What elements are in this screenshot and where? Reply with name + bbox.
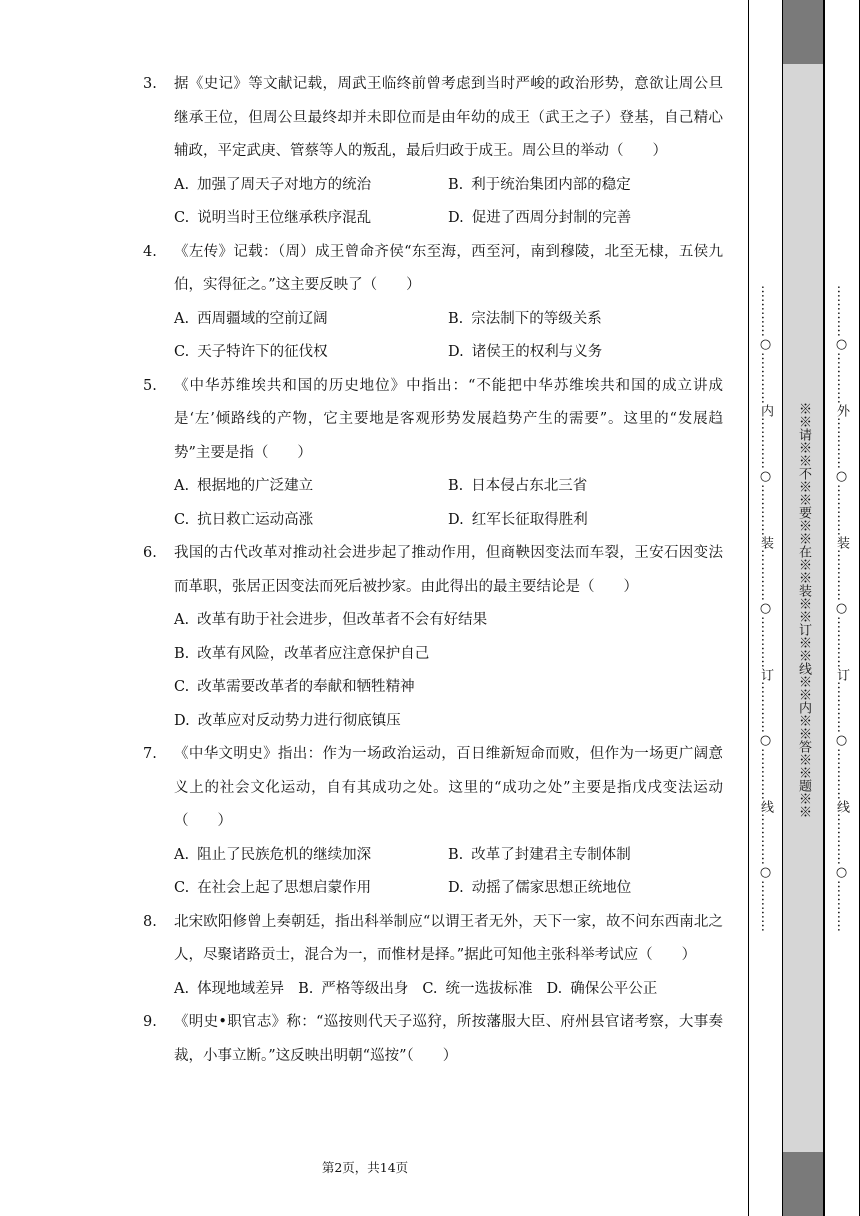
question-stem: 《中华苏维埃共和国的历史地位》中指出：“不能把中华苏维埃共和国的成立讲成是‘左’倾路线的产物，它主要地是客观形势发展趋势产生的需要”。这里的“发展趋势”主要是指（ ） bbox=[174, 377, 723, 461]
band-bottom-block bbox=[783, 1152, 823, 1216]
option-a[interactable]: A. 改革有助于社会进步，但改革者不会有好结果 bbox=[174, 612, 488, 628]
question-number: 6. bbox=[143, 545, 157, 561]
question-stem: 《明史•职官志》称：“巡按则代天子巡狩，所按藩服大臣、府州县官诸考察，大事奏裁，小事立断。”这反映出明朝“巡按”（ ） bbox=[174, 1014, 723, 1064]
question-stem: 据《史记》等文献记载，周武王临终前曾考虑到当时严峻的政治形势，意欲让周公旦继承王位，但周公旦最终却并未即位而是由年幼的成王（武王之子）登基，自己精心辅政，平定武庚、管蔡等人的叛乱，最后归政于成王。周公旦的举动（ ） bbox=[174, 76, 723, 159]
band-top-block bbox=[783, 0, 823, 64]
outer-binding-line: …………○…………外…………○…………装…………○…………订…………○…………线…………○………… bbox=[834, 284, 849, 932]
option-c[interactable]: C. 统一选拔标准 bbox=[422, 980, 533, 997]
option-c[interactable]: C. 说明当时王位继承秩序混乱 bbox=[174, 210, 372, 226]
question-stem: 《中华文明史》指出：作为一场政治运动，百日维新短命而败，但作为一场更广阔意义上的社会文化运动，自有其成功之处。这里的“成功之处”主要是指戊戌变法运动（ ） bbox=[174, 746, 723, 829]
question-6 bbox=[143, 537, 723, 738]
option-a[interactable]: A. 阻止了民族危机的继续加深 bbox=[174, 846, 372, 863]
question-number: 7. bbox=[143, 746, 157, 762]
options bbox=[174, 839, 723, 906]
option-d[interactable]: D. 红军长征取得胜利 bbox=[448, 511, 588, 528]
outer-binding-strip bbox=[824, 0, 860, 1216]
options bbox=[174, 604, 723, 738]
option-c[interactable]: C. 天子特许下的征伐权 bbox=[174, 344, 328, 360]
question-8 bbox=[143, 906, 723, 1007]
options bbox=[174, 470, 723, 537]
inner-binding-strip bbox=[748, 0, 781, 1216]
question-number: 8. bbox=[143, 913, 157, 930]
question-stem: 北宋欧阳修曾上奏朝廷，指出科举制应“以谓王者无外，天下一家，故不问东西南北之人，尽聚诸路贡士，混合为一，而惟材是择。”据此可知他主张科举考试应（ ） bbox=[174, 913, 723, 963]
option-b[interactable]: B. 改革了封建君主专制体制 bbox=[448, 846, 631, 863]
option-c[interactable]: C. 抗日救亡运动高涨 bbox=[174, 511, 314, 528]
question-5 bbox=[143, 370, 723, 538]
option-d[interactable]: D. 诸侯王的权利与义务 bbox=[448, 344, 603, 360]
question-stem: 我国的古代改革对推动社会进步起了推动作用，但商鞅因变法而车裂，王安石因变法而革职，张居正因变法而死后被抄家。由此得出的最主要结论是（ ） bbox=[174, 545, 723, 595]
question-number: 9. bbox=[143, 1014, 157, 1030]
options bbox=[174, 169, 723, 236]
option-a[interactable]: A. 西周疆域的空前辽阔 bbox=[174, 310, 328, 327]
option-b[interactable]: B. 改革有风险，改革者应注意保护自己 bbox=[174, 645, 430, 662]
question-9 bbox=[143, 1006, 723, 1073]
question-number: 5. bbox=[143, 377, 157, 394]
question-number: 3. bbox=[143, 76, 157, 92]
option-a[interactable]: A. 加强了周天子对地方的统治 bbox=[174, 176, 372, 193]
option-d[interactable]: D. 动摇了儒家思想正统地位 bbox=[448, 880, 632, 896]
option-c[interactable]: C. 在社会上起了思想启蒙作用 bbox=[174, 880, 372, 896]
notice-band bbox=[782, 0, 824, 1216]
inner-binding-line: …………○…………内…………○…………装…………○…………订…………○…………线…………○………… bbox=[758, 284, 773, 932]
option-d[interactable]: D. 确保公平公正 bbox=[546, 980, 658, 997]
option-d[interactable]: D. 改革应对反动势力进行彻底镇压 bbox=[174, 712, 401, 729]
question-4 bbox=[143, 236, 723, 370]
option-b[interactable]: B. 利于统治集团内部的稳定 bbox=[448, 176, 631, 193]
option-b[interactable]: B. 严格等级出身 bbox=[298, 980, 409, 997]
options bbox=[174, 303, 723, 370]
notice-text: ※※请※※不※※要※※在※※装※※订※※线※※内※※答※※题※※ bbox=[796, 402, 811, 818]
option-b[interactable]: B. 日本侵占东北三省 bbox=[448, 478, 588, 494]
option-b[interactable]: B. 宗法制下的等级关系 bbox=[448, 310, 602, 327]
option-c[interactable]: C. 改革需要改革者的奉献和牺牲精神 bbox=[174, 679, 415, 695]
question-7 bbox=[143, 738, 723, 906]
option-d[interactable]: D. 促进了西周分封制的完善 bbox=[448, 210, 632, 226]
question-list bbox=[143, 68, 723, 1073]
option-a[interactable]: A. 体现地域差异 bbox=[174, 980, 285, 997]
question-number: 4. bbox=[143, 243, 157, 260]
page-footer: 第2页，共14页 bbox=[321, 1160, 409, 1175]
options bbox=[174, 973, 723, 1007]
option-a[interactable]: A. 根据地的广泛建立 bbox=[174, 478, 314, 494]
question-stem: 《左传》记载：（周）成王曾命齐侯“东至海，西至河，南到穆陵，北至无棣，五侯九伯，实得征之。”这主要反映了（ ） bbox=[174, 243, 723, 293]
question-3 bbox=[143, 68, 723, 236]
